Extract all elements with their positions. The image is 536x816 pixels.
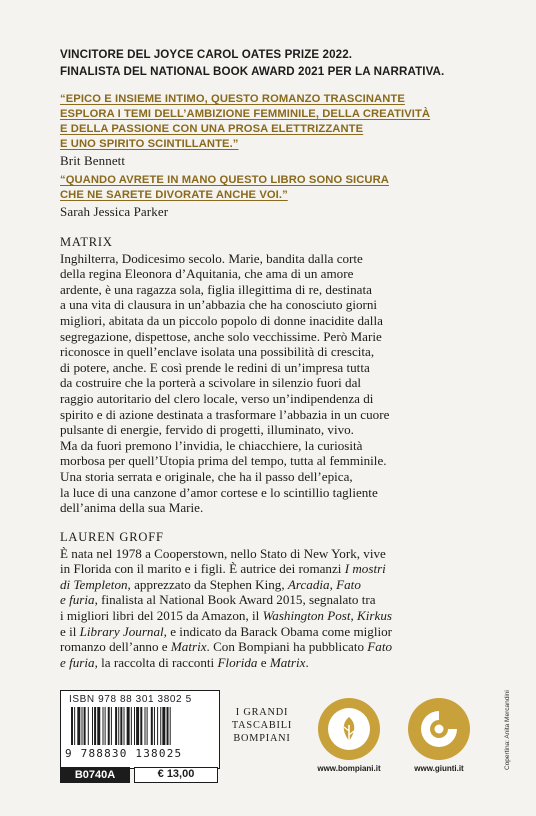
barcode-bar — [111, 707, 112, 745]
synopsis-line: la luce di una canzone d’amor cortese e lo scintillio tagliente — [60, 484, 378, 500]
synopsis-line: della regina Eleonora d’Aquitania, che ama di un amore — [60, 266, 354, 282]
barcode-bar — [140, 707, 142, 745]
bompiani-logo-icon — [318, 698, 380, 760]
barcode-bar — [124, 707, 125, 745]
collection-line: BOMPIANI — [233, 733, 291, 744]
bio-line — [60, 639, 490, 655]
bio-text: e — [257, 654, 270, 670]
synopsis-line: a una vita di clausura in un’abbazia che ha conosciuto giorni — [60, 297, 378, 313]
synopsis-line: da costruire che la porterà a scivolare in silenzio fuori dal — [60, 375, 362, 391]
bio-text: , la raccolta di racconti — [94, 654, 218, 670]
award-line: VINCITORE DEL JOYCE CAROL OATES PRIZE 2022. — [60, 48, 353, 61]
barcode-bar — [115, 707, 117, 745]
bio-title: e furia — [60, 592, 95, 608]
synopsis-line: Ma da fuori premono l’invidia, le chiacchiere, la curiosità — [60, 437, 363, 453]
barcode-bar — [88, 707, 89, 745]
synopsis-line: Inghilterra, Dodicesimo secolo. Marie, bandita dalla corte — [60, 250, 363, 266]
quote-line: ESPLORA I TEMI DELL’AMBIZIONE FEMMINILE, DELLA CREATIVITÀ — [60, 108, 431, 120]
barcode-bar — [160, 707, 161, 745]
blurb-quote — [60, 92, 490, 168]
synopsis-line: Una storia serrata e originale, che ha il passo dell’epica, — [60, 468, 353, 484]
bio-text: , — [329, 576, 337, 592]
author-heading: LAUREN GROFF — [60, 530, 164, 544]
bio-line — [60, 561, 490, 577]
blurb-quote — [60, 173, 490, 219]
barcode-bar — [131, 707, 132, 745]
award-line: FINALISTA DEL NATIONAL BOOK AWARD 2021 PER LA NARRATIVA. — [60, 65, 445, 78]
bio-title: I mostri — [344, 561, 386, 577]
barcode-bar — [105, 707, 106, 745]
synopsis-line: pulsante di energie, fervido di progetti, illuminato, vivo. — [60, 422, 354, 438]
synopsis-heading: MATRIX — [60, 235, 113, 249]
quote-author: Sarah Jessica Parker — [60, 204, 169, 219]
barcode-bar — [108, 707, 110, 745]
synopsis-line: ardente, è una ragazza sola, figlia illegittima di re, destinata — [60, 281, 372, 297]
quote-line: E UNO SPIRITO SCINTILLANTE.” — [60, 138, 239, 150]
bio-title: Washington Post — [262, 607, 351, 623]
barcode-bar — [147, 707, 148, 745]
bio-line — [60, 608, 490, 624]
barcode-bar — [154, 707, 155, 745]
quote-line: “EPICO E INSIEME INTIMO, QUESTO ROMANZO TRASCINANTE — [60, 93, 405, 105]
barcode-bar — [145, 707, 146, 745]
barcode-bar — [84, 707, 86, 745]
bio-text: . Con Bompiani ha pubblicato — [206, 639, 368, 655]
bio-text: , apprezzato da Stephen King, — [127, 576, 288, 592]
synopsis — [60, 235, 490, 516]
barcode-bar — [136, 707, 139, 745]
cover-credit — [504, 690, 516, 770]
author-bio — [60, 530, 490, 670]
barcode-bar — [118, 707, 119, 745]
cover-credit-text: Copertina: Anita Mercandini — [504, 690, 511, 770]
bompiani-url: www.bompiani.it — [317, 764, 381, 773]
barcode-bar — [120, 707, 122, 745]
barcode-bar — [162, 707, 165, 745]
isbn-label: ISBN 978 88 301 3802 5 — [69, 694, 192, 705]
bio-text: . — [305, 654, 309, 670]
barcode-bar — [103, 707, 104, 745]
bio-text: in Florida con il marito e i figli. È autrice dei romanzi — [60, 561, 345, 577]
bio-text: , — [350, 607, 358, 623]
synopsis-line: di potere, anche. E così prende le redini di un’impresa tutta — [60, 359, 370, 375]
synopsis-line: segregazione, dispettose, anche solo vecchissime. Però Marie — [60, 328, 382, 344]
bio-title: Arcadia — [287, 576, 330, 592]
product-code: B0740A — [60, 767, 130, 783]
barcode-bar — [92, 707, 93, 745]
bio-line — [60, 546, 490, 562]
bio-line — [60, 577, 490, 593]
synopsis-line: raggio autoritario del clero locale, verso un’indipendenza di — [60, 390, 374, 406]
quote-line: “QUANDO AVRETE IN MANO QUESTO LIBRO SONO SICURA — [60, 174, 389, 186]
barcode-bar — [167, 707, 169, 745]
synopsis-line: riconosce in quell’enclave isolata una possibilità di crescita, — [60, 344, 375, 360]
quote-line: E DELLA PASSIONE CON UNA PROSA ELETTRIZZANTE — [60, 123, 364, 135]
barcode-bar — [77, 707, 80, 745]
bio-title: di Templeton — [60, 576, 128, 592]
isbn-digits: 9 788830 138025 — [65, 747, 183, 760]
bio-text: romanzo dell’anno e — [60, 639, 171, 655]
quote-line: CHE NE SARETE DIVORATE ANCHE VOI.” — [60, 189, 288, 201]
barcode-bar — [127, 707, 130, 745]
synopsis-line: spirito e di azione destinata a trasformare l’abbazia in un cuore — [60, 406, 390, 422]
barcode-bar — [170, 707, 171, 745]
bio-line — [60, 592, 490, 608]
price: € 13,00 — [134, 767, 218, 783]
bio-line — [60, 624, 490, 640]
bio-text: , e indicato da Barack Obama come miglior — [163, 623, 393, 639]
bio-text: i migliori libri del 2015 da Amazon, il — [60, 607, 263, 623]
quote-author: Brit Bennett — [60, 153, 126, 168]
synopsis-line: dell’anima della sua Marie. — [60, 500, 204, 516]
bio-title: e furia — [60, 654, 95, 670]
bio-text: , finalista al National Book Award 2015, segnalato tra — [94, 592, 376, 608]
barcode-icon — [71, 707, 211, 745]
collection-line: TASCABILI — [231, 720, 293, 731]
barcode-bar — [151, 707, 153, 745]
bio-title: Fato — [367, 639, 393, 655]
giunti-url: www.giunti.it — [414, 764, 464, 773]
barcode-bar — [134, 707, 135, 745]
giunti-logo-icon — [408, 698, 470, 760]
synopsis-line: migliori, abitata da un piccolo popolo di donne inacidite dalla — [60, 312, 383, 328]
bio-title: Fato — [336, 576, 361, 592]
barcode-bar — [82, 707, 83, 745]
collection-name — [226, 706, 298, 745]
bio-title: Library Journal — [79, 623, 164, 639]
barcode-box — [60, 690, 220, 769]
synopsis-line: morbosa per quell’Utopia prima del tempo, tutta al femminile. — [60, 453, 387, 469]
bio-title: Matrix — [170, 639, 207, 655]
bio-line — [60, 655, 490, 671]
awards-block — [60, 46, 480, 80]
bio-text: e il — [60, 623, 80, 639]
barcode-bar — [94, 707, 96, 745]
bio-title: Matrix — [269, 654, 306, 670]
barcode-bar — [71, 707, 73, 745]
barcode-bar — [157, 707, 158, 745]
bio-text: È nata nel 1978 a Cooperstown, nello Stato di New York, vive — [60, 545, 386, 561]
barcode-bar — [97, 707, 100, 745]
collection-line: I GRANDI — [235, 707, 289, 718]
bio-title: Florida — [217, 654, 258, 670]
bio-title: Kirkus — [357, 607, 392, 623]
barcode-bar — [74, 707, 75, 745]
